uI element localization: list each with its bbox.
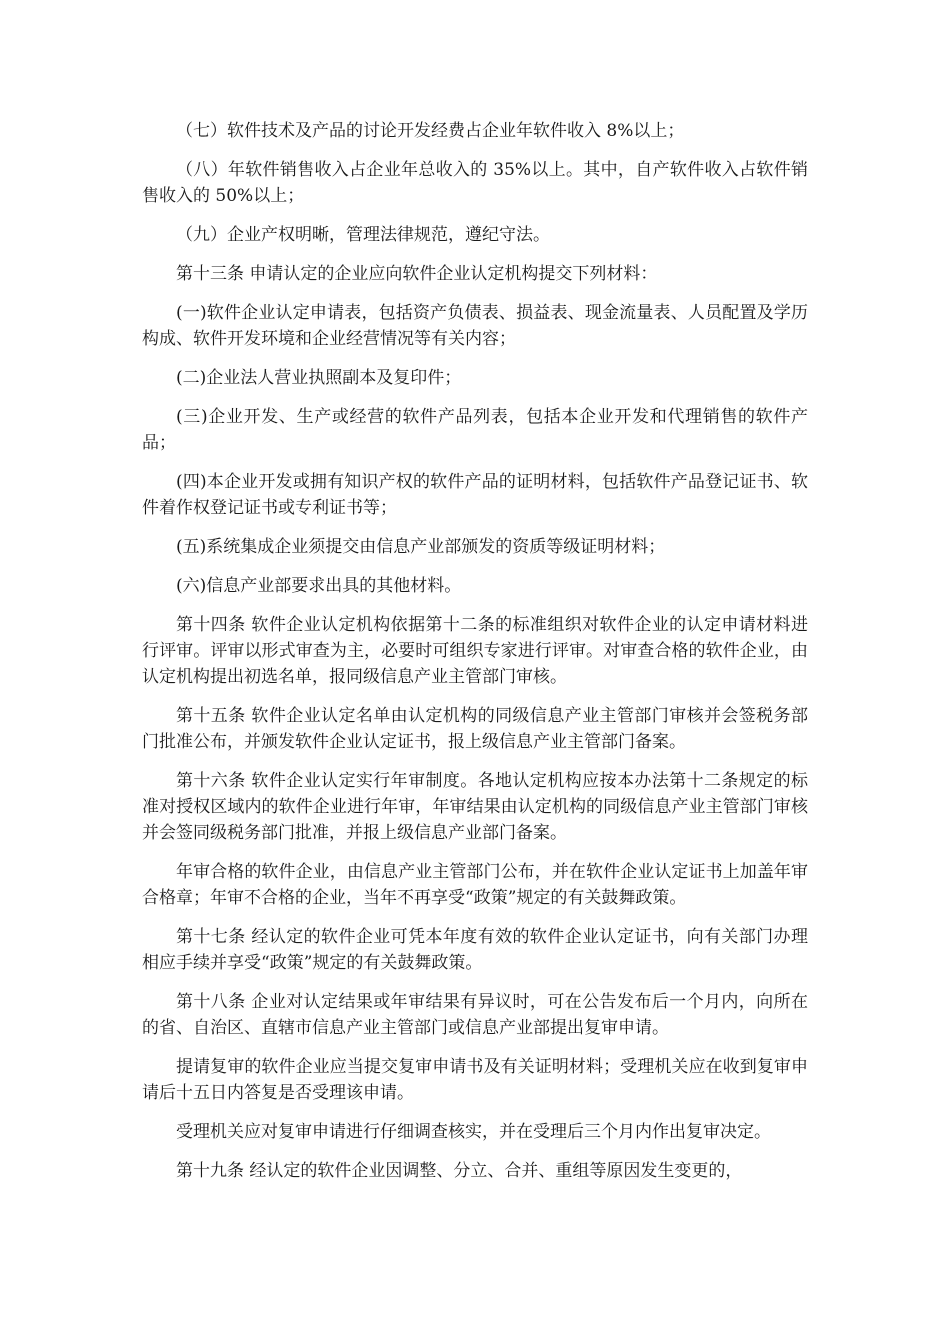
article-18: 第十八条 企业对认定结果或年审结果有异议时，可在公告发布后一个月内，向所在的省、自治区、直辖市信息产业主管部门或信息产业部提出复审申请。: [142, 992, 808, 1038]
article-14: 第十四条 软件企业认定机构依据第十二条的标准组织对软件企业的认定申请材料进行评审。评审以形式审查为主，必要时可组织专家进行评审。对审查合格的软件企业，由认定机构提出初选名单，报同级信息产业主管部门审核。: [142, 615, 808, 687]
article-13: 第十三条 申请认定的企业应向软件企业认定机构提交下列材料：: [176, 264, 658, 284]
article-19: 第十九条 经认定的软件企业因调整、分立、合并、重组等原因发生变更的，: [176, 1161, 743, 1181]
article-18-review-request: 提请复审的软件企业应当提交复审申请书及有关证明材料；受理机关应在收到复审申请后十五日内答复是否受理该申请。: [142, 1057, 808, 1103]
article-13-item-6: (六)信息产业部要求出具的其他材料。: [176, 576, 462, 596]
article-13-item-1: (一)软件企业认定申请表，包括资产负债表、损益表、现金流量表、人员配置及学历构成、软件开发环境和企业经营情况等有关内容；: [142, 303, 808, 349]
article-17: 第十七条 经认定的软件企业可凭本年度有效的软件企业认定证书，向有关部门办理相应手续并享受“政策”规定的有关鼓舞政策。: [142, 927, 808, 973]
article-13-item-2: (二)企业法人营业执照副本及复印件；: [176, 368, 462, 388]
paragraph-item-8: （八）年软件销售收入占企业年总收入的 35%以上。其中，自产软件收入占软件销售收入的 50%以上；: [142, 160, 808, 206]
article-16: 第十六条 软件企业认定实行年审制度。各地认定机构应按本办法第十二条规定的标准对授权区域内的软件企业进行年审，年审结果由认定机构的同级信息产业主管部门审核并会签同级税务部门批准，并报上级信息产业部门备案。: [142, 771, 808, 843]
article-13-item-5: (五)系统集成企业须提交由信息产业部颁发的资质等级证明材料；: [176, 537, 666, 557]
paragraph-item-7: （七）软件技术及产品的讨论开发经费占企业年软件收入 8%以上；: [176, 121, 685, 141]
article-13-item-4: (四)本企业开发或拥有知识产权的软件产品的证明材料，包括软件产品登记证书、软件着作权登记证书或专利证书等；: [142, 472, 808, 518]
article-18-review-decision: 受理机关应对复审申请进行仔细调查核实，并在受理后三个月内作出复审决定。: [176, 1122, 771, 1142]
paragraph-item-9: （九）企业产权明晰，管理法律规范，遵纪守法。: [176, 225, 550, 245]
article-15: 第十五条 软件企业认定名单由认定机构的同级信息产业主管部门审核并会签税务部门批准公布，并颁发软件企业认定证书，报上级信息产业主管部门备案。: [142, 706, 808, 752]
document-body: [142, 118, 808, 1197]
article-16-annual-review: 年审合格的软件企业，由信息产业主管部门公布，并在软件企业认定证书上加盖年审合格章；年审不合格的企业，当年不再享受“政策”规定的有关鼓舞政策。: [142, 862, 808, 908]
article-13-item-3: (三)企业开发、生产或经营的软件产品列表，包括本企业开发和代理销售的软件产品；: [142, 407, 808, 453]
